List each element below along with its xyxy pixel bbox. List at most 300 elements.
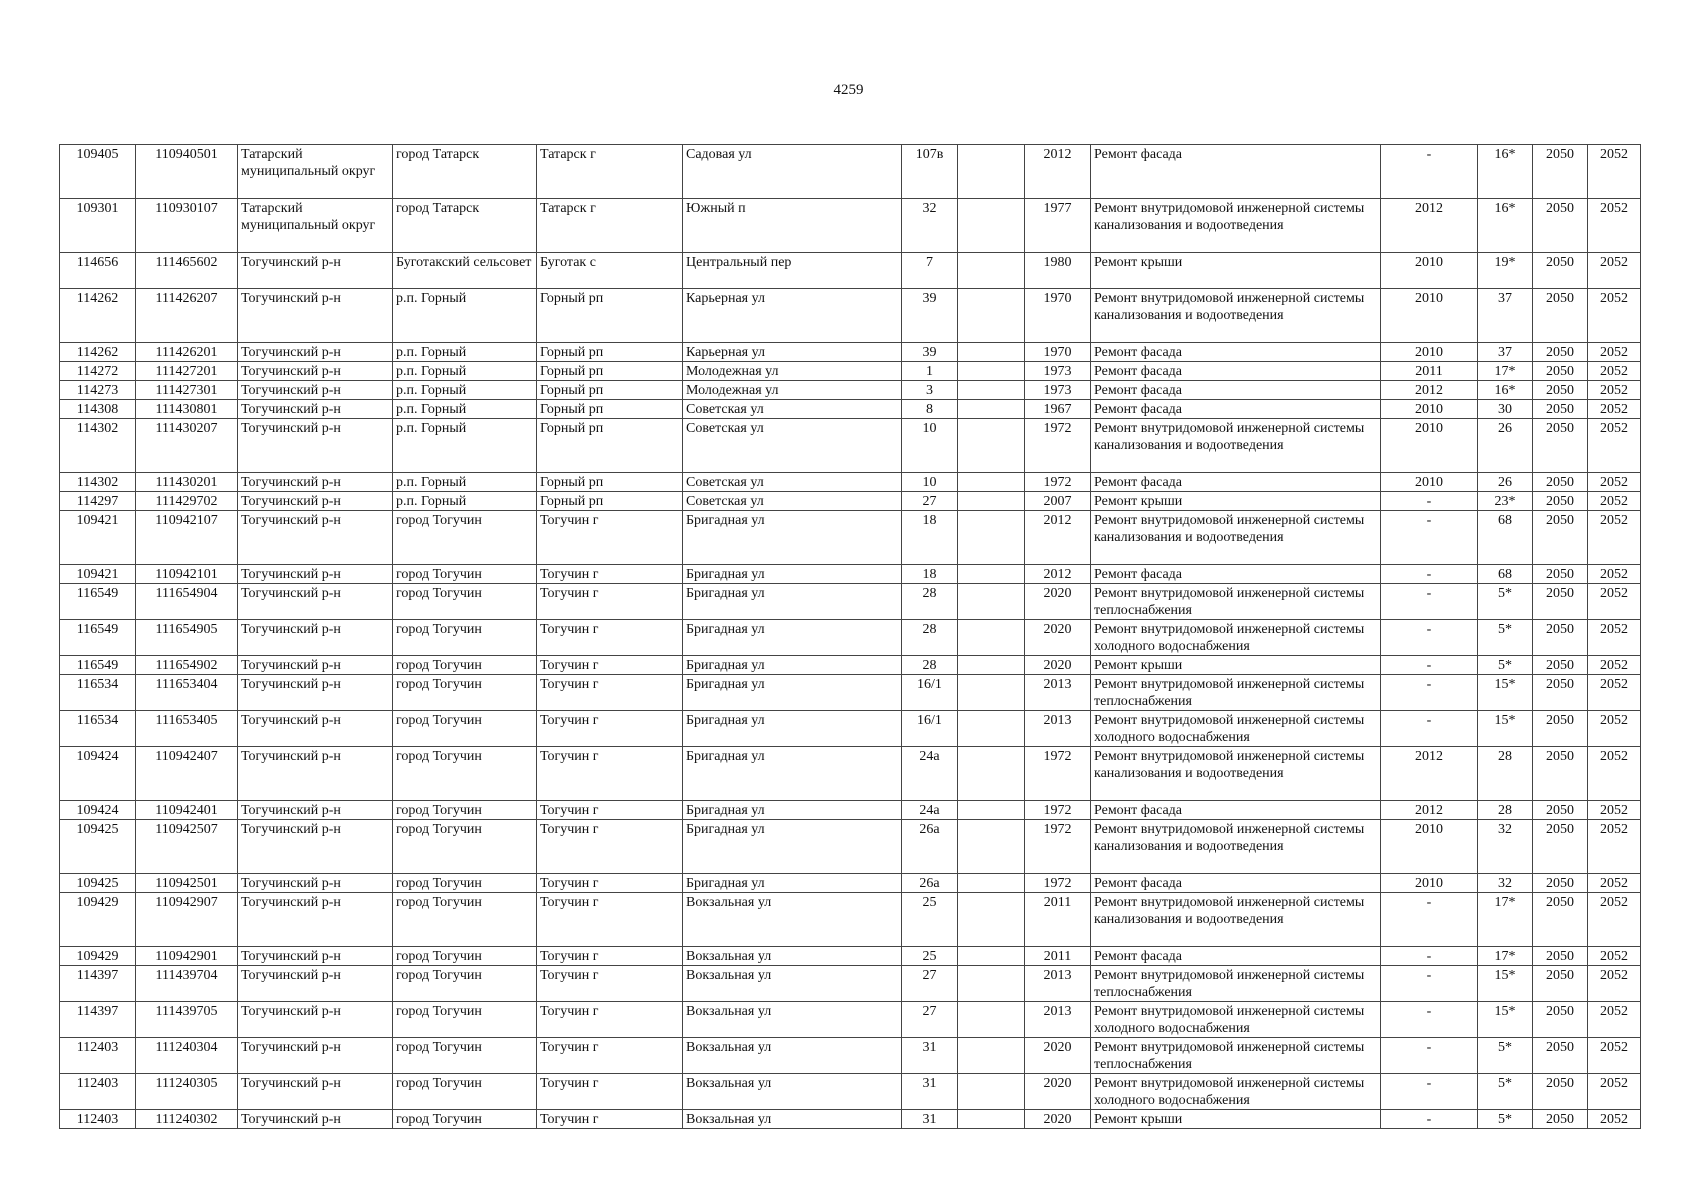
cell-record-id: 109425 bbox=[60, 874, 136, 893]
cell-plan-start-year: 2050 bbox=[1533, 362, 1588, 381]
cell-last-repair-year: - bbox=[1381, 620, 1478, 656]
cell-record-id: 109429 bbox=[60, 893, 136, 947]
cell-wear: 15* bbox=[1478, 675, 1533, 711]
cell-work-type: Ремонт внутридомовой инженерной системы холодного водоснабжения bbox=[1091, 1002, 1381, 1038]
cell-record-id: 116534 bbox=[60, 675, 136, 711]
cell-blank bbox=[958, 874, 1025, 893]
cell-settlement: город Тогучин bbox=[393, 565, 537, 584]
cell-work-type: Ремонт внутридомовой инженерной системы канализования и водоотведения bbox=[1091, 419, 1381, 473]
cell-element-code: 110940501 bbox=[136, 145, 238, 199]
cell-blank bbox=[958, 820, 1025, 874]
cell-record-id: 116549 bbox=[60, 656, 136, 675]
cell-plan-end-year: 2052 bbox=[1588, 289, 1641, 343]
cell-work-type: Ремонт внутридомовой инженерной системы канализования и водоотведения bbox=[1091, 893, 1381, 947]
cell-wear: 26 bbox=[1478, 419, 1533, 473]
cell-district: Тогучинский р-н bbox=[238, 289, 393, 343]
cell-plan-start-year: 2050 bbox=[1533, 1110, 1588, 1129]
cell-blank bbox=[958, 253, 1025, 289]
cell-build-year: 2012 bbox=[1025, 511, 1091, 565]
cell-locality: Горный рп bbox=[537, 419, 683, 473]
cell-plan-start-year: 2050 bbox=[1533, 675, 1588, 711]
cell-wear: 17* bbox=[1478, 947, 1533, 966]
cell-plan-start-year: 2050 bbox=[1533, 801, 1588, 820]
cell-last-repair-year: - bbox=[1381, 675, 1478, 711]
cell-settlement: город Татарск bbox=[393, 145, 537, 199]
cell-work-type: Ремонт фасада bbox=[1091, 145, 1381, 199]
cell-build-year: 2020 bbox=[1025, 656, 1091, 675]
cell-work-type: Ремонт внутридомовой инженерной системы канализования и водоотведения bbox=[1091, 199, 1381, 253]
cell-locality: Тогучин г bbox=[537, 511, 683, 565]
cell-blank bbox=[958, 620, 1025, 656]
cell-settlement: р.п. Горный bbox=[393, 381, 537, 400]
cell-house: 26а bbox=[902, 874, 958, 893]
cell-record-id: 114262 bbox=[60, 289, 136, 343]
cell-plan-end-year: 2052 bbox=[1588, 381, 1641, 400]
cell-plan-start-year: 2050 bbox=[1533, 584, 1588, 620]
cell-work-type: Ремонт крыши bbox=[1091, 492, 1381, 511]
table-row bbox=[60, 492, 1641, 511]
cell-wear: 37 bbox=[1478, 289, 1533, 343]
cell-wear: 26 bbox=[1478, 473, 1533, 492]
cell-plan-end-year: 2052 bbox=[1588, 711, 1641, 747]
cell-wear: 5* bbox=[1478, 1038, 1533, 1074]
cell-last-repair-year: - bbox=[1381, 1002, 1478, 1038]
cell-plan-end-year: 2052 bbox=[1588, 1038, 1641, 1074]
cell-locality: Горный рп bbox=[537, 473, 683, 492]
cell-district: Тогучинский р-н bbox=[238, 893, 393, 947]
cell-work-type: Ремонт внутридомовой инженерной системы канализования и водоотведения bbox=[1091, 820, 1381, 874]
cell-work-type: Ремонт фасада bbox=[1091, 947, 1381, 966]
cell-settlement: город Тогучин bbox=[393, 1038, 537, 1074]
cell-settlement: р.п. Горный bbox=[393, 289, 537, 343]
cell-plan-start-year: 2050 bbox=[1533, 565, 1588, 584]
cell-wear: 19* bbox=[1478, 253, 1533, 289]
cell-plan-end-year: 2052 bbox=[1588, 801, 1641, 820]
cell-build-year: 2020 bbox=[1025, 584, 1091, 620]
cell-plan-end-year: 2052 bbox=[1588, 362, 1641, 381]
cell-record-id: 114302 bbox=[60, 473, 136, 492]
cell-blank bbox=[958, 511, 1025, 565]
cell-locality: Буготак с bbox=[537, 253, 683, 289]
cell-settlement: город Тогучин bbox=[393, 1074, 537, 1110]
cell-build-year: 1972 bbox=[1025, 801, 1091, 820]
cell-work-type: Ремонт внутридомовой инженерной системы теплоснабжения bbox=[1091, 966, 1381, 1002]
cell-plan-start-year: 2050 bbox=[1533, 381, 1588, 400]
cell-settlement: город Тогучин bbox=[393, 584, 537, 620]
cell-last-repair-year: 2012 bbox=[1381, 381, 1478, 400]
cell-locality: Тогучин г bbox=[537, 1074, 683, 1110]
cell-house: 31 bbox=[902, 1110, 958, 1129]
cell-locality: Тогучин г bbox=[537, 801, 683, 820]
table-row bbox=[60, 747, 1641, 801]
cell-last-repair-year: 2010 bbox=[1381, 253, 1478, 289]
cell-settlement: город Тогучин bbox=[393, 801, 537, 820]
cell-last-repair-year: - bbox=[1381, 656, 1478, 675]
cell-last-repair-year: 2010 bbox=[1381, 874, 1478, 893]
cell-house: 18 bbox=[902, 511, 958, 565]
cell-street: Бригадная ул bbox=[683, 620, 902, 656]
cell-element-code: 111426201 bbox=[136, 343, 238, 362]
cell-blank bbox=[958, 747, 1025, 801]
cell-work-type: Ремонт внутридомовой инженерной системы теплоснабжения bbox=[1091, 675, 1381, 711]
cell-blank bbox=[958, 400, 1025, 419]
cell-plan-end-year: 2052 bbox=[1588, 656, 1641, 675]
cell-plan-start-year: 2050 bbox=[1533, 289, 1588, 343]
cell-plan-start-year: 2050 bbox=[1533, 966, 1588, 1002]
cell-house: 7 bbox=[902, 253, 958, 289]
cell-district: Тогучинский р-н bbox=[238, 966, 393, 1002]
cell-house: 18 bbox=[902, 565, 958, 584]
cell-record-id: 116534 bbox=[60, 711, 136, 747]
table-row bbox=[60, 675, 1641, 711]
cell-district: Тогучинский р-н bbox=[238, 675, 393, 711]
table-row bbox=[60, 419, 1641, 473]
cell-locality: Тогучин г bbox=[537, 820, 683, 874]
cell-plan-start-year: 2050 bbox=[1533, 199, 1588, 253]
cell-blank bbox=[958, 419, 1025, 473]
cell-settlement: город Тогучин bbox=[393, 820, 537, 874]
cell-wear: 17* bbox=[1478, 362, 1533, 381]
cell-record-id: 109425 bbox=[60, 820, 136, 874]
cell-locality: Горный рп bbox=[537, 343, 683, 362]
cell-build-year: 2020 bbox=[1025, 1038, 1091, 1074]
cell-work-type: Ремонт фасада bbox=[1091, 874, 1381, 893]
cell-locality: Тогучин г bbox=[537, 675, 683, 711]
cell-plan-end-year: 2052 bbox=[1588, 253, 1641, 289]
cell-record-id: 116549 bbox=[60, 620, 136, 656]
cell-locality: Тогучин г bbox=[537, 947, 683, 966]
cell-house: 26а bbox=[902, 820, 958, 874]
page-number: 4259 bbox=[833, 82, 864, 98]
cell-last-repair-year: 2010 bbox=[1381, 473, 1478, 492]
cell-street: Карьерная ул bbox=[683, 343, 902, 362]
table-row bbox=[60, 584, 1641, 620]
cell-plan-start-year: 2050 bbox=[1533, 400, 1588, 419]
cell-plan-start-year: 2050 bbox=[1533, 419, 1588, 473]
cell-element-code: 111654905 bbox=[136, 620, 238, 656]
cell-last-repair-year: 2010 bbox=[1381, 289, 1478, 343]
cell-district: Тогучинский р-н bbox=[238, 656, 393, 675]
cell-house: 8 bbox=[902, 400, 958, 419]
cell-plan-end-year: 2052 bbox=[1588, 675, 1641, 711]
cell-last-repair-year: - bbox=[1381, 711, 1478, 747]
cell-street: Советская ул bbox=[683, 419, 902, 473]
cell-house: 16/1 bbox=[902, 675, 958, 711]
cell-last-repair-year: - bbox=[1381, 1074, 1478, 1110]
cell-house: 16/1 bbox=[902, 711, 958, 747]
cell-house: 39 bbox=[902, 289, 958, 343]
table-row bbox=[60, 947, 1641, 966]
cell-build-year: 1980 bbox=[1025, 253, 1091, 289]
cell-blank bbox=[958, 893, 1025, 947]
cell-blank bbox=[958, 381, 1025, 400]
cell-blank bbox=[958, 711, 1025, 747]
cell-plan-end-year: 2052 bbox=[1588, 473, 1641, 492]
cell-build-year: 2007 bbox=[1025, 492, 1091, 511]
cell-settlement: р.п. Горный bbox=[393, 400, 537, 419]
cell-element-code: 111427201 bbox=[136, 362, 238, 381]
cell-plan-end-year: 2052 bbox=[1588, 893, 1641, 947]
cell-district: Тогучинский р-н bbox=[238, 362, 393, 381]
cell-wear: 5* bbox=[1478, 1110, 1533, 1129]
cell-blank bbox=[958, 565, 1025, 584]
cell-element-code: 111427301 bbox=[136, 381, 238, 400]
cell-locality: Тогучин г bbox=[537, 711, 683, 747]
cell-wear: 23* bbox=[1478, 492, 1533, 511]
cell-plan-start-year: 2050 bbox=[1533, 874, 1588, 893]
cell-element-code: 111653404 bbox=[136, 675, 238, 711]
table-row bbox=[60, 874, 1641, 893]
cell-district: Тогучинский р-н bbox=[238, 711, 393, 747]
cell-settlement: город Тогучин bbox=[393, 620, 537, 656]
table-row bbox=[60, 145, 1641, 199]
cell-street: Бригадная ул bbox=[683, 511, 902, 565]
cell-district: Тогучинский р-н bbox=[238, 473, 393, 492]
cell-street: Садовая ул bbox=[683, 145, 902, 199]
cell-street: Вокзальная ул bbox=[683, 1038, 902, 1074]
cell-settlement: р.п. Горный bbox=[393, 492, 537, 511]
cell-plan-end-year: 2052 bbox=[1588, 343, 1641, 362]
cell-plan-start-year: 2050 bbox=[1533, 620, 1588, 656]
cell-build-year: 2011 bbox=[1025, 947, 1091, 966]
table-row bbox=[60, 400, 1641, 419]
cell-last-repair-year: 2010 bbox=[1381, 820, 1478, 874]
cell-district: Тогучинский р-н bbox=[238, 1038, 393, 1074]
cell-plan-start-year: 2050 bbox=[1533, 473, 1588, 492]
cell-element-code: 111465602 bbox=[136, 253, 238, 289]
cell-build-year: 2013 bbox=[1025, 966, 1091, 1002]
cell-element-code: 110942401 bbox=[136, 801, 238, 820]
cell-locality: Горный рп bbox=[537, 289, 683, 343]
cell-last-repair-year: - bbox=[1381, 511, 1478, 565]
cell-wear: 30 bbox=[1478, 400, 1533, 419]
table-row bbox=[60, 1110, 1641, 1129]
table-row bbox=[60, 511, 1641, 565]
cell-wear: 32 bbox=[1478, 874, 1533, 893]
cell-element-code: 111426207 bbox=[136, 289, 238, 343]
table-row bbox=[60, 289, 1641, 343]
cell-build-year: 2013 bbox=[1025, 1002, 1091, 1038]
cell-build-year: 2020 bbox=[1025, 1074, 1091, 1110]
cell-element-code: 111439705 bbox=[136, 1002, 238, 1038]
cell-blank bbox=[958, 966, 1025, 1002]
cell-build-year: 1972 bbox=[1025, 874, 1091, 893]
cell-element-code: 110942501 bbox=[136, 874, 238, 893]
cell-blank bbox=[958, 1002, 1025, 1038]
cell-plan-start-year: 2050 bbox=[1533, 656, 1588, 675]
cell-wear: 68 bbox=[1478, 511, 1533, 565]
cell-district: Тогучинский р-н bbox=[238, 801, 393, 820]
cell-blank bbox=[958, 473, 1025, 492]
cell-settlement: Буготакский сельсовет bbox=[393, 253, 537, 289]
cell-work-type: Ремонт фасада bbox=[1091, 801, 1381, 820]
cell-work-type: Ремонт внутридомовой инженерной системы канализования и водоотведения bbox=[1091, 511, 1381, 565]
cell-plan-end-year: 2052 bbox=[1588, 874, 1641, 893]
cell-street: Бригадная ул bbox=[683, 675, 902, 711]
cell-house: 32 bbox=[902, 199, 958, 253]
cell-settlement: р.п. Горный bbox=[393, 419, 537, 473]
cell-last-repair-year: 2012 bbox=[1381, 199, 1478, 253]
cell-last-repair-year: 2012 bbox=[1381, 747, 1478, 801]
cell-locality: Горный рп bbox=[537, 400, 683, 419]
cell-district: Тогучинский р-н bbox=[238, 1074, 393, 1110]
cell-last-repair-year: - bbox=[1381, 565, 1478, 584]
cell-build-year: 2012 bbox=[1025, 565, 1091, 584]
cell-plan-start-year: 2050 bbox=[1533, 747, 1588, 801]
cell-street: Бригадная ул bbox=[683, 584, 902, 620]
cell-settlement: р.п. Горный bbox=[393, 473, 537, 492]
table-row bbox=[60, 199, 1641, 253]
cell-street: Бригадная ул bbox=[683, 874, 902, 893]
cell-plan-end-year: 2052 bbox=[1588, 1074, 1641, 1110]
cell-blank bbox=[958, 1074, 1025, 1110]
cell-build-year: 2020 bbox=[1025, 1110, 1091, 1129]
cell-plan-start-year: 2050 bbox=[1533, 511, 1588, 565]
cell-street: Вокзальная ул bbox=[683, 966, 902, 1002]
cell-plan-start-year: 2050 bbox=[1533, 343, 1588, 362]
cell-street: Советская ул bbox=[683, 400, 902, 419]
cell-element-code: 111653405 bbox=[136, 711, 238, 747]
cell-district: Тогучинский р-н bbox=[238, 820, 393, 874]
cell-street: Бригадная ул bbox=[683, 820, 902, 874]
cell-element-code: 110930107 bbox=[136, 199, 238, 253]
cell-blank bbox=[958, 492, 1025, 511]
cell-work-type: Ремонт фасада bbox=[1091, 565, 1381, 584]
cell-wear: 5* bbox=[1478, 620, 1533, 656]
cell-locality: Тогучин г bbox=[537, 1038, 683, 1074]
cell-build-year: 1970 bbox=[1025, 343, 1091, 362]
cell-district: Татарский муниципальный округ bbox=[238, 145, 393, 199]
table-row bbox=[60, 253, 1641, 289]
cell-work-type: Ремонт крыши bbox=[1091, 1110, 1381, 1129]
cell-element-code: 111654904 bbox=[136, 584, 238, 620]
table-row bbox=[60, 893, 1641, 947]
cell-locality: Татарск г bbox=[537, 145, 683, 199]
cell-build-year: 1972 bbox=[1025, 419, 1091, 473]
table-row bbox=[60, 343, 1641, 362]
cell-plan-start-year: 2050 bbox=[1533, 1002, 1588, 1038]
cell-record-id: 109424 bbox=[60, 801, 136, 820]
cell-record-id: 114308 bbox=[60, 400, 136, 419]
cell-district: Тогучинский р-н bbox=[238, 874, 393, 893]
cell-house: 25 bbox=[902, 893, 958, 947]
cell-record-id: 109405 bbox=[60, 145, 136, 199]
cell-settlement: город Тогучин bbox=[393, 966, 537, 1002]
cell-build-year: 1972 bbox=[1025, 820, 1091, 874]
cell-plan-start-year: 2050 bbox=[1533, 947, 1588, 966]
cell-house: 25 bbox=[902, 947, 958, 966]
cell-house: 31 bbox=[902, 1038, 958, 1074]
cell-district: Тогучинский р-н bbox=[238, 400, 393, 419]
cell-record-id: 109424 bbox=[60, 747, 136, 801]
table-row bbox=[60, 565, 1641, 584]
cell-settlement: город Татарск bbox=[393, 199, 537, 253]
cell-record-id: 114397 bbox=[60, 1002, 136, 1038]
cell-plan-end-year: 2052 bbox=[1588, 747, 1641, 801]
cell-district: Тогучинский р-н bbox=[238, 620, 393, 656]
cell-settlement: город Тогучин bbox=[393, 656, 537, 675]
cell-district: Тогучинский р-н bbox=[238, 419, 393, 473]
cell-house: 1 bbox=[902, 362, 958, 381]
cell-record-id: 109429 bbox=[60, 947, 136, 966]
cell-wear: 15* bbox=[1478, 711, 1533, 747]
cell-locality: Тогучин г bbox=[537, 874, 683, 893]
cell-blank bbox=[958, 656, 1025, 675]
cell-build-year: 1972 bbox=[1025, 747, 1091, 801]
cell-element-code: 110942107 bbox=[136, 511, 238, 565]
cell-street: Бригадная ул bbox=[683, 711, 902, 747]
cell-plan-start-year: 2050 bbox=[1533, 711, 1588, 747]
cell-element-code: 110942907 bbox=[136, 893, 238, 947]
cell-district: Тогучинский р-н bbox=[238, 253, 393, 289]
cell-element-code: 111240304 bbox=[136, 1038, 238, 1074]
cell-settlement: город Тогучин bbox=[393, 947, 537, 966]
cell-wear: 16* bbox=[1478, 145, 1533, 199]
cell-locality: Тогучин г bbox=[537, 1002, 683, 1038]
cell-record-id: 109421 bbox=[60, 565, 136, 584]
cell-work-type: Ремонт внутридомовой инженерной системы канализования и водоотведения bbox=[1091, 289, 1381, 343]
cell-plan-start-year: 2050 bbox=[1533, 1074, 1588, 1110]
cell-settlement: город Тогучин bbox=[393, 747, 537, 801]
cell-wear: 16* bbox=[1478, 381, 1533, 400]
cell-plan-start-year: 2050 bbox=[1533, 1038, 1588, 1074]
cell-last-repair-year: 2012 bbox=[1381, 801, 1478, 820]
cell-element-code: 111430207 bbox=[136, 419, 238, 473]
cell-settlement: город Тогучин bbox=[393, 1002, 537, 1038]
cell-house: 10 bbox=[902, 473, 958, 492]
cell-blank bbox=[958, 675, 1025, 711]
cell-build-year: 2020 bbox=[1025, 620, 1091, 656]
cell-street: Советская ул bbox=[683, 492, 902, 511]
cell-last-repair-year: 2010 bbox=[1381, 343, 1478, 362]
cell-blank bbox=[958, 947, 1025, 966]
cell-house: 28 bbox=[902, 620, 958, 656]
cell-locality: Тогучин г bbox=[537, 620, 683, 656]
cell-work-type: Ремонт фасада bbox=[1091, 343, 1381, 362]
cell-settlement: город Тогучин bbox=[393, 893, 537, 947]
cell-element-code: 111240302 bbox=[136, 1110, 238, 1129]
cell-last-repair-year: - bbox=[1381, 966, 1478, 1002]
cell-work-type: Ремонт фасада bbox=[1091, 381, 1381, 400]
registry-table bbox=[59, 144, 1641, 1129]
cell-record-id: 114656 bbox=[60, 253, 136, 289]
cell-wear: 5* bbox=[1478, 584, 1533, 620]
cell-wear: 37 bbox=[1478, 343, 1533, 362]
cell-district: Тогучинский р-н bbox=[238, 492, 393, 511]
cell-street: Бригадная ул bbox=[683, 747, 902, 801]
cell-plan-start-year: 2050 bbox=[1533, 893, 1588, 947]
cell-house: 27 bbox=[902, 966, 958, 1002]
cell-work-type: Ремонт внутридомовой инженерной системы холодного водоснабжения bbox=[1091, 620, 1381, 656]
cell-settlement: город Тогучин bbox=[393, 511, 537, 565]
table-row bbox=[60, 966, 1641, 1002]
cell-locality: Тогучин г bbox=[537, 893, 683, 947]
cell-house: 27 bbox=[902, 492, 958, 511]
cell-last-repair-year: - bbox=[1381, 947, 1478, 966]
cell-locality: Тогучин г bbox=[537, 747, 683, 801]
cell-street: Южный п bbox=[683, 199, 902, 253]
cell-plan-end-year: 2052 bbox=[1588, 584, 1641, 620]
table-row bbox=[60, 1074, 1641, 1110]
cell-build-year: 1967 bbox=[1025, 400, 1091, 419]
table-row bbox=[60, 381, 1641, 400]
cell-plan-start-year: 2050 bbox=[1533, 253, 1588, 289]
cell-wear: 28 bbox=[1478, 747, 1533, 801]
cell-blank bbox=[958, 1110, 1025, 1129]
cell-street: Вокзальная ул bbox=[683, 947, 902, 966]
cell-blank bbox=[958, 584, 1025, 620]
cell-plan-end-year: 2052 bbox=[1588, 419, 1641, 473]
